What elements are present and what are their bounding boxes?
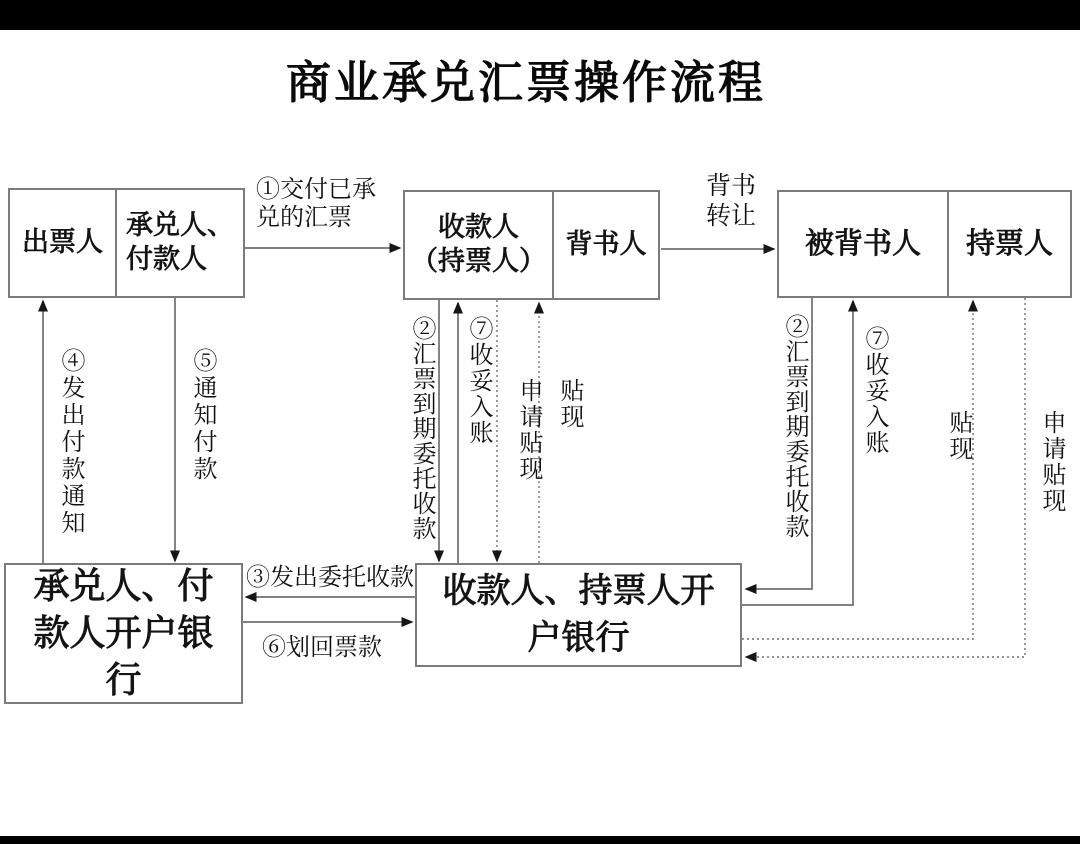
- node-acceptor-payer: [115, 190, 243, 296]
- node-drawer-label: 出票人: [22, 227, 103, 258]
- label-credit-account-mid: ⑦收妥入账: [465, 316, 491, 446]
- node-payee-holder: [405, 192, 552, 298]
- node-endorsee: [779, 192, 947, 296]
- page-title: 商业承兑汇票操作流程: [285, 57, 766, 108]
- node-payee-bank-label: 收款人、持票人开 户银行: [442, 573, 715, 657]
- node-endorsee-holder-group: [777, 190, 1072, 298]
- label-credit-account-right: ⑦收妥入账: [861, 326, 887, 456]
- node-payee-endorser-group: [403, 190, 660, 300]
- label-return-funds: ⑥划回票款: [262, 635, 382, 661]
- label-apply-discount-mid: 申请贴现: [515, 378, 541, 482]
- node-drawer: [10, 190, 115, 296]
- node-holder: [947, 192, 1070, 296]
- node-holder-label: 持票人: [965, 227, 1053, 260]
- label-entrust-collection-mid: ②汇票到期委托收款: [408, 316, 434, 541]
- node-acceptor-payer-label: 承兑人、 付款人: [126, 210, 234, 274]
- label-send-collection: ③发出委托收款: [246, 565, 414, 591]
- label-endorse-transfer: 背书 转让: [705, 173, 756, 230]
- node-drawer-acceptor-group: [8, 188, 245, 298]
- label-notify-payment: ⑤通知付款: [189, 348, 215, 483]
- label-discount-right: 贴现: [945, 410, 971, 462]
- node-endorsee-label: 被背书人: [804, 227, 921, 260]
- label-entrust-collection-right: ②汇票到期委托收款: [781, 314, 807, 539]
- node-payee-holder-label: 收款人 （持票人）: [411, 212, 546, 276]
- label-discount-mid: 贴现: [556, 378, 582, 430]
- node-payee-bank: [415, 563, 742, 667]
- label-payment-notice: ④发出付款通知: [57, 348, 83, 537]
- node-endorser-label: 背书人: [565, 229, 647, 260]
- label-apply-discount-right: 申请贴现: [1038, 410, 1064, 514]
- node-acceptor-bank-label: 承兑人、付 款人开户银 行: [33, 566, 214, 700]
- node-acceptor-bank: [4, 563, 243, 704]
- node-endorser: [552, 192, 658, 298]
- label-deliver-bill: ①交付已承 兑的汇票: [256, 177, 376, 231]
